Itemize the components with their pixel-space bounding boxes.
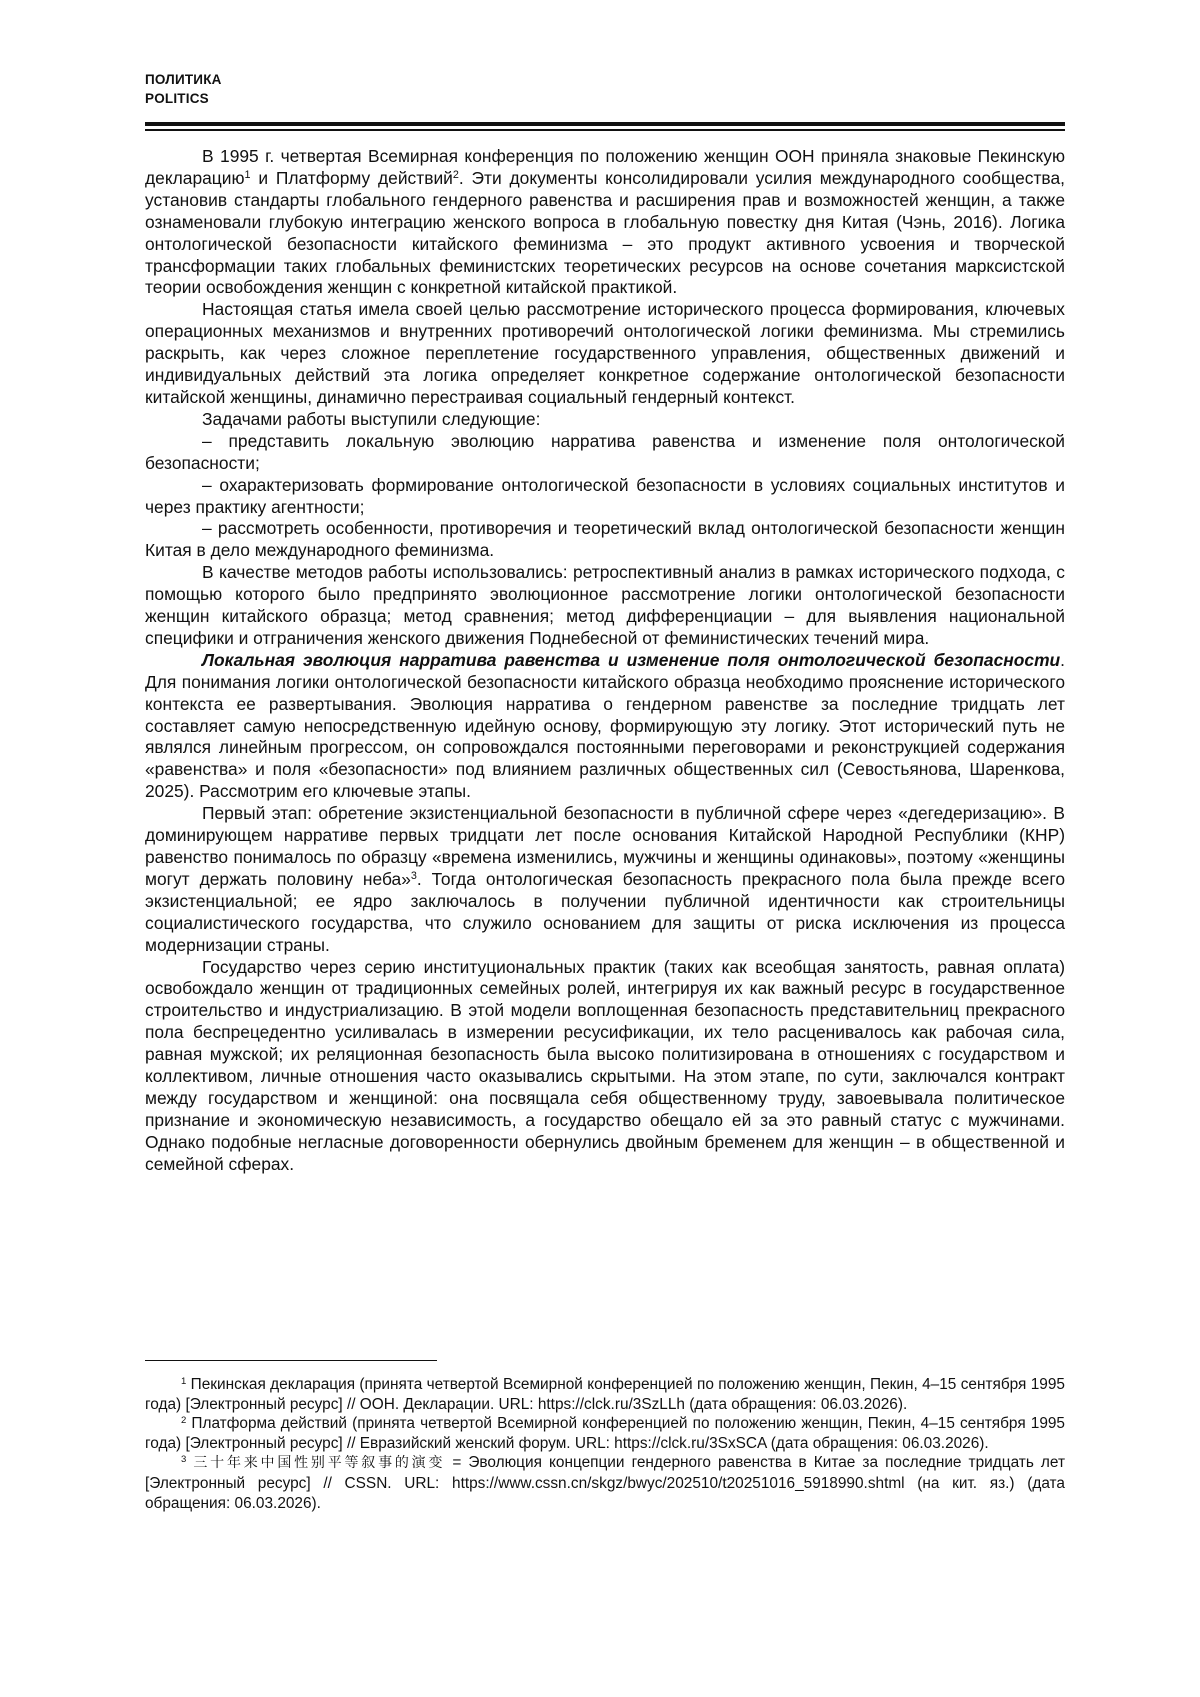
footnote-2 [145,1414,1065,1453]
footnotes [145,1375,1065,1513]
footnote-number: 2 [181,1414,187,1426]
paragraph-1-text-c: . Эти документы консолидировали усилия международного сообщества, установив стандарты глобального гендерного равенства и расширения прав и возможностей женщин, а также ознаменовали глубокую интеграцию женского вопроса в глобальную повестку дня Китая (Чэнь, 2016). Логика онтологической безопасности китайского феминизма – это продукт активного усвоения и творческой трансформации таких глобальных феминистских теоретических ресурсов на основе сочетания марксистской теории освобождения женщин с конкретной китайской практикой. [145,167,1065,298]
section-title-en: POLITICS [145,91,209,106]
paragraph-3: Задачами работы выступили следующие: [202,408,541,429]
task-item-3: – рассмотреть особенности, противоречия и теоретический вклад онтологической безопасности женщин Китая в дело международного феминизма. [145,518,1065,561]
footnote-text: Пекинская декларация (принята четвертой Всемирной конференцией по положению женщин, Пекин, 4–15 сентября 1995 года) [Электронный ресурс] // ООН. Декларации. URL: https://clck.ru/3SzLLh (дата обращения: 06.03.2026). [145,1376,1065,1413]
paragraph-1-text-a: В 1995 г. четвертая Всемирная конференция по положению женщин ООН приняла знаковые Пекинскую декларацию [145,146,1065,188]
running-header [145,70,222,108]
paragraph-2: Настоящая статья имела своей целью рассмотрение исторического процесса формирования, ключевых операционных механизмов и внутренних противоречий онтологической логики феминизма. Мы стремились раскрыть, как через сложное переплетение государственного управления, общественных движений и индивидуальных действий эта логика определяет конкретное содержание онтологической безопасности китайской женщины, динамично перестраивая социальный гендерный контекст. [145,299,1065,407]
paragraph-state: Государство через серию институциональных практик (таких как всеобщая занятость, равная оплата) освобождало женщин от традиционных семейных ролей, интегрируя их как важный ресурс в государственное строительство и индустриализацию. В этой модели воплощенная безопасность представительниц прекрасного пола беспрецедентно усиливалась в измерении ресусификации, их тело расценивалось как рабочая сила, равная мужской; их реляционная безопасность была высоко политизирована в отношениях с государством и коллективом, личные отношения часто оказывались скрытыми. На этом этапе, по сути, заключался контракт между государством и женщиной: она посвящала себя общественному труду, завоевывала политическое признание и экономическую независимость, а государство обещало ей за это равный статус с мужчинами. Однако подобные негласные договоренности обернулись двойным бременем для женщин – в общественной и семейной сферах. [145,956,1065,1174]
paragraph-1 [145,146,1065,299]
section-paragraph-text: . Для понимания логики онтологической безопасности китайского образца необходимо прояснение исторического контекста ее развертывания. Эволюция нарратива о гендерном равенстве за последние тридцать лет составляет самую непосредственную идейную основу, формирующую эту логику. Этот исторический путь не являлся линейным прогрессом, он сопровождался постоянными переговорами и реконструкцией содержания «равенства» и поля «безопасности» под влиянием различных общественных сил (Севостьянова, Шаренкова, 2025). Рассмотрим его ключевые этапы. [145,649,1065,802]
footnote-ref-2[interactable]: 2 [452,168,459,181]
footnote-text: = Эволюция концепции гендерного равенства в Китае за последние тридцать лет [Электронный ресурс] // CSSN. URL: https://www.cssn.cn/skgz/bwyc/202510/t20251016_5918990.shtml (на кит. яз.) (дата обращения: 06.03.2026). [145,1454,1065,1512]
footnote-chinese-title: 三十年来中国性别平等叙事的演变 [193,1455,446,1472]
section-title-ru: ПОЛИТИКА [145,72,222,87]
section-heading: Локальная эволюция нарратива равенства и изменение поля онтологической безопасности [202,649,1061,670]
paragraph-section-start [145,650,1065,803]
footnote-number: 1 [181,1375,187,1387]
footnote-separator [145,1360,437,1361]
footnote-text: Платформа действий (принята четвертой Всемирной конференцией по положению женщин, Пекин, 4–15 сентября 1995 года) [Электронный ресурс] // Евразийский женский форум. URL: https://clck.ru/3SxSCA (дата обращения: 06.03.2026). [145,1415,1065,1452]
task-item-1: – представить локальную эволюцию нарратива равенства и изменение поля онтологической безопасности; [145,430,1065,473]
footnote-number: 3 [181,1454,187,1466]
paragraph-first-stage-text-b: . Тогда онтологическая безопасность прекрасного пола была прежде всего экзистенциальной; ее ядро заключалось в получении публичной идентичности как строительницы социалистического государства, что служило основанием для защиты от риска исключения из процесса модернизации страны. [145,868,1065,955]
header-rule-thin [145,129,1065,131]
footnote-ref-3[interactable]: 3 [410,869,417,882]
paragraph-first-stage-text-a: Первый этап: обретение экзистенциальной безопасности в публичной сфере через «дегедеризацию». В доминирующем нарративе первых тридцати лет после основания Китайской Народной Республики (КНР) равенство понималось по образцу «времена изменились, мужчины и женщины одинаковы», поэтому «женщины могут держать половину неба» [145,803,1065,889]
footnote-3 [145,1453,1065,1513]
header-rule-thick [145,122,1065,126]
footnote-ref-1[interactable]: 1 [244,168,251,181]
paragraph-1-text-b: и Платформу действий [250,167,453,188]
task-item-2: – охарактеризовать формирование онтологической безопасности в условиях социальных институтов и через практику агентности; [145,474,1065,517]
footnote-1 [145,1375,1065,1414]
article-body [145,146,1065,1176]
paragraph-methods: В качестве методов работы использовались: ретроспективный анализ в рамках исторического подхода, с помощью которого было предпринято эволюционное рассмотрение логики онтологической безопасности женщин китайского образца; метод сравнения; метод дифференциации – для выявления национальной специфики и отграничения женского движения Поднебесной от феминистических течений мира. [145,562,1065,648]
paragraph-first-stage [145,803,1065,956]
